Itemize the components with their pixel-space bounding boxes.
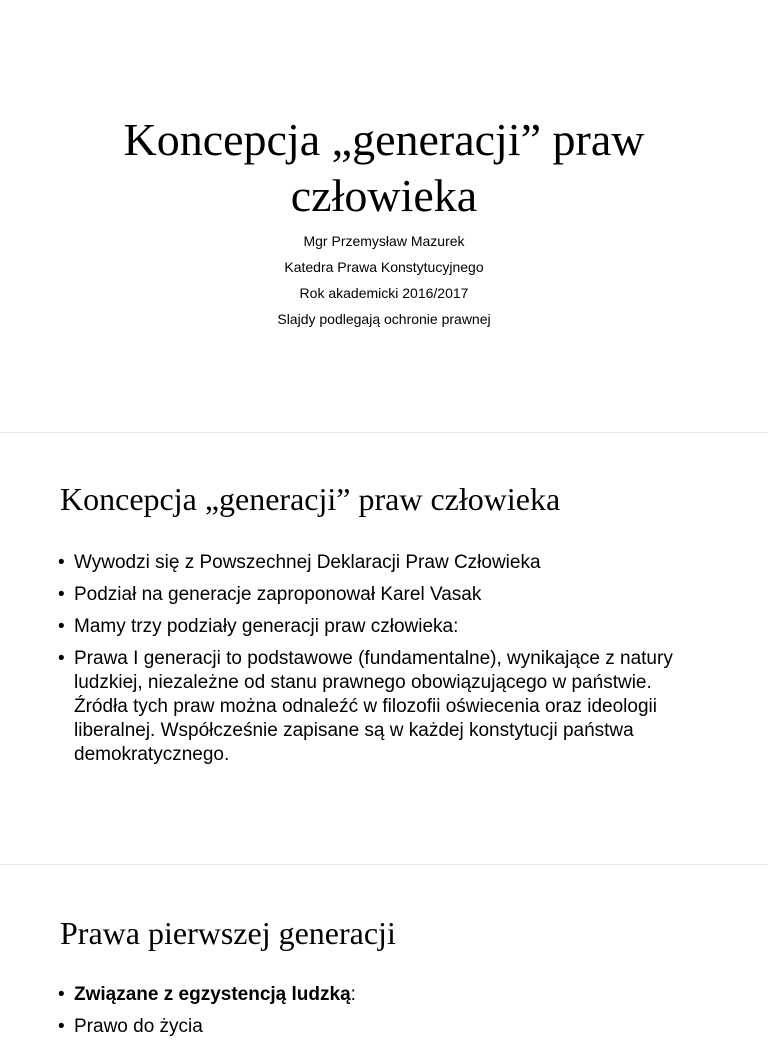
title-slide [0,0,768,432]
bullet-list [58,983,708,1047]
content-slide-concept [0,432,768,864]
bullet-item [58,983,708,1007]
bullet-list [58,551,708,775]
bullet-item: • Prawa I generacji to podstawowe (fundamentalne), wynikające z natury ludzkiej, niezależne od stanu prawnego obowiązującego w państwie. Źródła tych praw można odnaleźć w filozofii oświecenia oraz ideologii liberalnej. Współcześnie zapisane są w każdej konstytucji państwa demokratycznego. [58,647,708,767]
bullet-item: • Podział na generacje zaproponował Karel Vasak [58,583,708,607]
subtitle-list [60,228,708,332]
academic-year: Rok akademicki 2016/2017 [299,285,469,301]
presentation-title-line2: człowieka [290,170,478,221]
bullet-rest: : [350,984,356,1005]
bullet-item: • Mamy trzy podziały generacji praw człowieka: [58,615,708,639]
presentation-title-line1: Koncepcja „generacji” praw [123,114,645,165]
department-name: Katedra Prawa Konstytucyjnego [284,259,484,275]
bullet-bold-lead: Związane z egzystencją ludzką [74,984,351,1005]
slide-title: Prawa pierwszej generacji [60,915,396,951]
author-name: Mgr Przemysław Mazurek [303,233,465,249]
slide-title: Koncepcja „generacji” praw człowieka [60,481,561,517]
presentation-title [60,112,708,224]
bullet-item: • Prawo do życia [58,1015,708,1039]
content-slide-first-generation [0,864,768,1037]
copyright-note: Slajdy podlegają ochronie prawnej [277,311,491,327]
bullet-item: • Wywodzi się z Powszechnej Deklaracji Praw Człowieka [58,551,708,575]
